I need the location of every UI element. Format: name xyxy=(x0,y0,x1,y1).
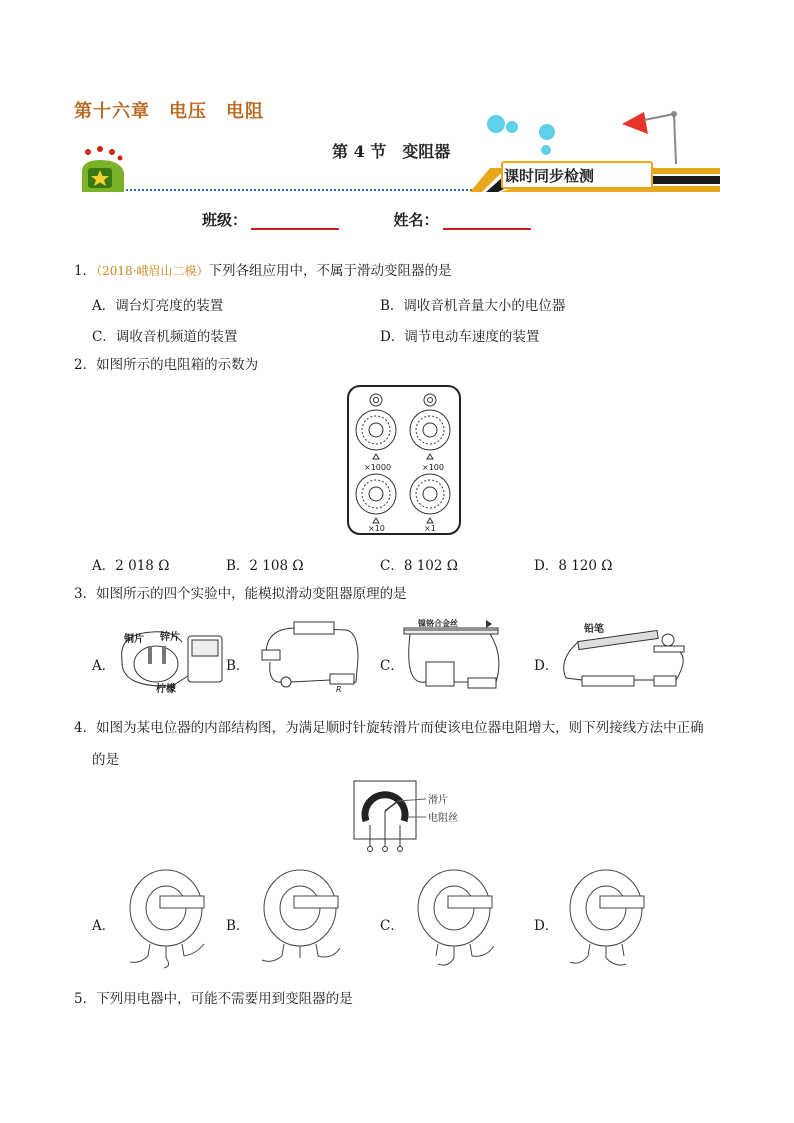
nichrome-wire-figure xyxy=(400,616,506,696)
resistance-box-figure xyxy=(346,384,462,536)
option-b[interactable]: B． xyxy=(226,918,250,934)
option-d[interactable]: D．8 120 Ω xyxy=(534,558,613,574)
question-text: 下列用电器中，可能不需要用到变阻器的是 xyxy=(96,991,353,1007)
section-title: 第 4 节 变阻器 xyxy=(332,142,451,161)
dial-label-x100: ×100 xyxy=(422,463,444,472)
option-d[interactable]: D． xyxy=(534,918,559,934)
star-badge-icon xyxy=(78,146,128,194)
option-b[interactable]: B．2 108 Ω xyxy=(226,558,304,574)
option-a[interactable]: A． xyxy=(92,918,116,934)
label-resistance-wire: 电阻丝 xyxy=(428,813,458,824)
dial-label-x10: ×10 xyxy=(368,524,385,533)
question-number: 2． xyxy=(74,357,97,373)
label-slider: 滑片 xyxy=(428,795,448,806)
option-a[interactable]: A． xyxy=(92,658,116,674)
name-label: 姓名： xyxy=(393,211,439,229)
question-number: 3． xyxy=(74,586,97,602)
question-5 xyxy=(74,990,353,1008)
question-4-continued: 的是 xyxy=(92,752,119,768)
question-3 xyxy=(74,585,407,603)
question-text: 下列各组应用中，不属于滑动变阻器的是 xyxy=(208,263,452,279)
question-number: 1． xyxy=(74,263,97,279)
question-text: 如图为某电位器的内部结构图，为满足顺时针旋转滑片而使该电位器电阻增大，则下列接线方法中正确 xyxy=(96,720,704,736)
label-lemon: 柠檬 xyxy=(156,684,176,694)
option-c[interactable]: C． xyxy=(380,658,404,674)
potentiometer-option-c xyxy=(408,864,504,970)
potentiometer-diagram xyxy=(352,779,482,857)
option-c[interactable]: C．调收音机频道的装置 xyxy=(92,329,238,345)
option-b[interactable]: B．调收音机音量大小的电位器 xyxy=(380,298,566,314)
class-label: 班级： xyxy=(202,211,248,229)
name-blank[interactable] xyxy=(443,214,531,230)
option-d[interactable]: D． xyxy=(534,658,559,674)
dial-label-x1000: ×1000 xyxy=(364,463,392,472)
class-name-row xyxy=(202,209,531,230)
question-number: 4． xyxy=(74,720,97,736)
label-pencil: 铅笔 xyxy=(584,624,604,635)
option-a[interactable]: A．2 018 Ω xyxy=(92,558,170,574)
option-b[interactable]: B． xyxy=(226,658,250,674)
header-divider xyxy=(126,189,476,191)
question-2 xyxy=(74,356,258,374)
question-number: 5． xyxy=(74,991,97,1007)
question-source: （2018·峨眉山二模） xyxy=(96,264,209,278)
option-a[interactable]: A．调台灯亮度的装置 xyxy=(92,298,224,314)
potentiometer-option-d xyxy=(560,864,656,970)
pencil-lead-figure xyxy=(554,620,694,694)
question-text: 如图所示的电阻箱的示数为 xyxy=(96,357,259,373)
option-c[interactable]: C．8 102 Ω xyxy=(380,558,458,574)
chapter-title: 第十六章 电压 电阻 xyxy=(74,101,264,122)
potentiometer-option-a xyxy=(120,864,216,970)
banner-label: 课时同步检测 xyxy=(504,167,595,185)
decorative-bubbles xyxy=(482,112,562,162)
class-blank[interactable] xyxy=(251,214,339,230)
rheostat-circuit-figure xyxy=(246,618,364,694)
label-copper: 铜片 xyxy=(124,634,144,645)
dial-label-x1: ×1 xyxy=(424,524,436,533)
potentiometer-option-b xyxy=(254,864,350,970)
label-zinc: 锌片 xyxy=(160,632,180,643)
lemon-battery-figure xyxy=(112,622,230,694)
question-text: 如图所示的四个实验中，能模拟滑动变阻器原理的是 xyxy=(96,586,407,602)
question-1 xyxy=(74,262,451,280)
question-4 xyxy=(74,719,704,737)
label-nichrome: 镍铬合金丝 xyxy=(418,619,458,628)
label-r: R xyxy=(336,685,342,694)
option-d[interactable]: D．调节电动车速度的装置 xyxy=(380,329,540,345)
option-c[interactable]: C． xyxy=(380,918,404,934)
